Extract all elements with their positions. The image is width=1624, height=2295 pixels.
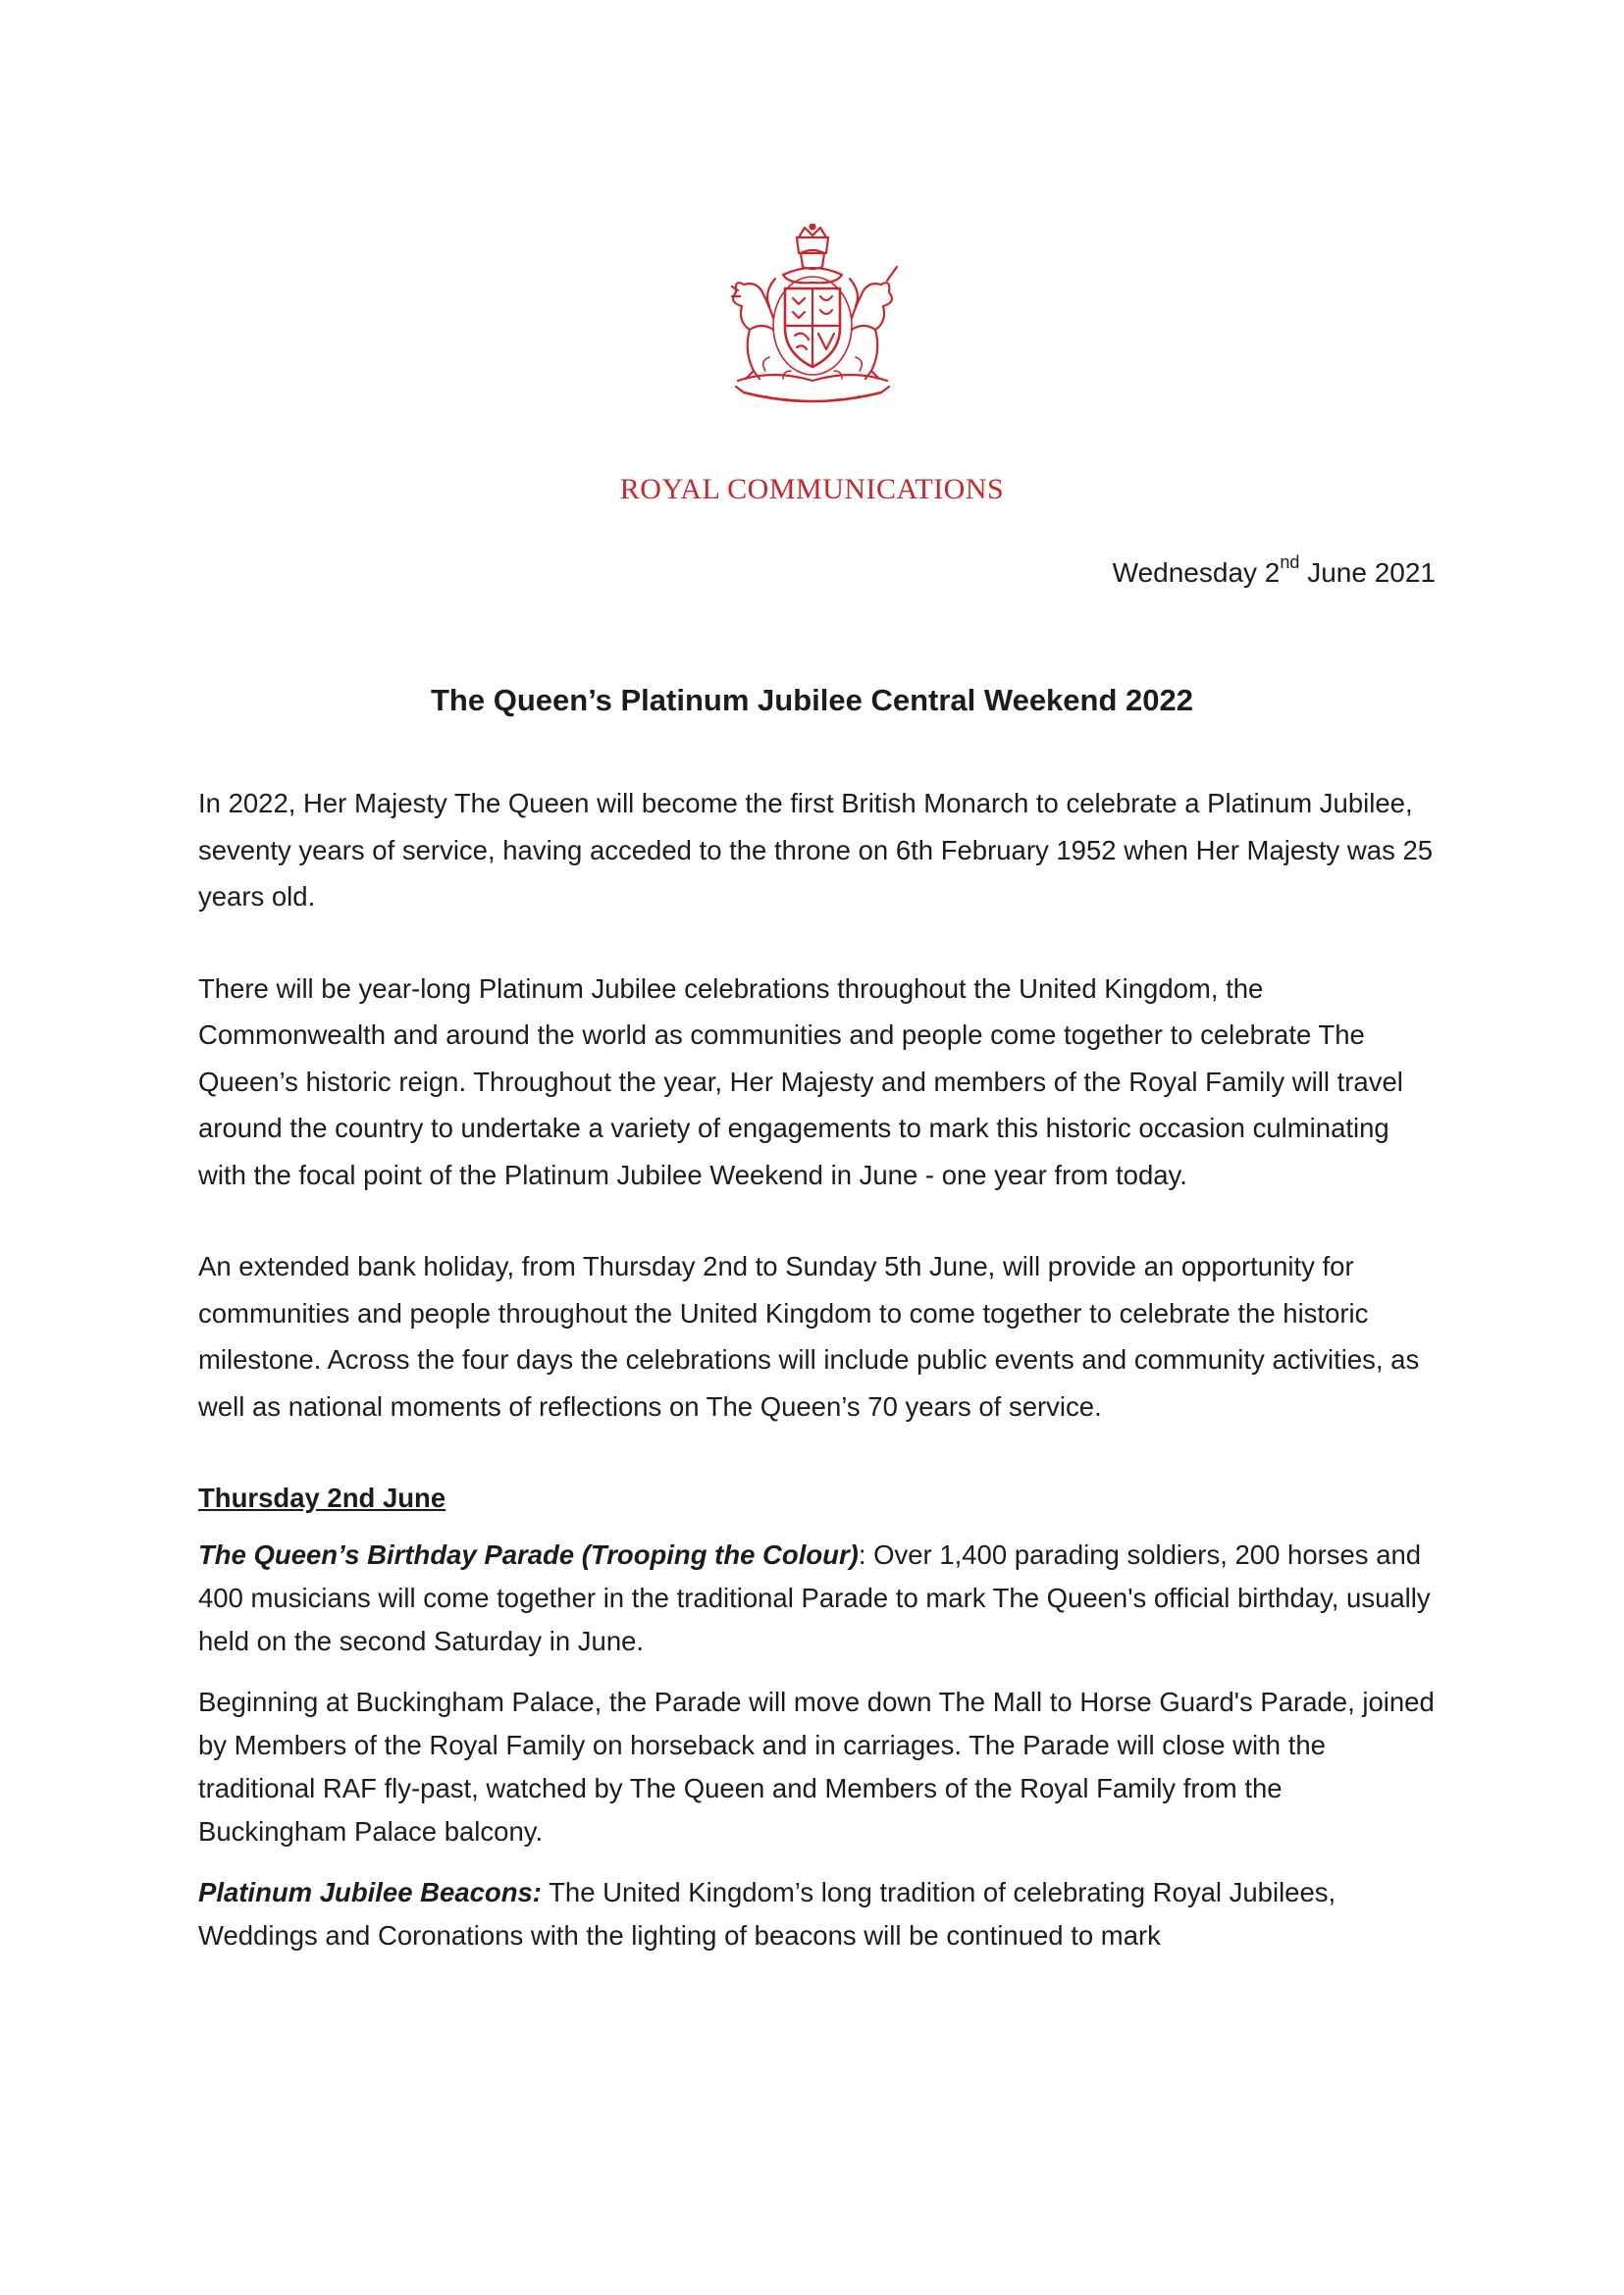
royal-coat-of-arms-icon (714, 224, 911, 420)
date-prefix: Wednesday 2 (1112, 557, 1281, 588)
document-title: The Queen’s Platinum Jubilee Central Weekend 2022 (431, 683, 1193, 717)
organisation-name: ROYAL COMMUNICATIONS (619, 473, 1005, 505)
event-description: : Over 1,400 parading soldiers, 200 horses and 400 musicians will come together in the traditional Parade to mark The Queen's official birthday, usually held on the second Saturday in June. (198, 1539, 1431, 1656)
event-beacons (198, 1871, 1437, 1957)
date-ordinal: nd (1280, 551, 1300, 572)
date-suffix: June 2021 (1299, 557, 1436, 588)
event-title: The Queen’s Birthday Parade (Trooping the Colour) (198, 1539, 859, 1570)
document-body (198, 780, 1437, 1975)
event-title: Platinum Jubilee Beacons: (198, 1876, 542, 1907)
parade-route-paragraph: Beginning at Buckingham Palace, the Parade will move down The Mall to Horse Guard's Parade, joined by Members of the Royal Family on horseback and in carriages. The Parade will close with the traditional RAF fly-past, watched by The Queen and Members of the Royal Family from the Buckingham Palace balcony. (198, 1686, 1435, 1847)
paragraph-intro: In 2022, Her Majesty The Queen will become the first British Monarch to celebrate a Platinum Jubilee, seventy years of service, having acceded to the throne on 6th February 1952 when Her Majesty was 25 years old. (198, 788, 1434, 912)
section-heading-thursday: Thursday 2nd June (198, 1483, 446, 1513)
document-date (1112, 551, 1436, 591)
paragraph-bank-holiday: An extended bank holiday, from Thursday 2nd to Sunday 5th June, will provide an opportunity for communities and people throughout the United Kingdom to come together to celebrate the historic milestone. Across the four days the celebrations will include public events and community activities, as well as national moments of reflections on The Queen’s 70 years of service. (198, 1251, 1420, 1422)
event-birthday-parade (198, 1534, 1437, 1663)
event-description: The United Kingdom’s long tradition of celebrating Royal Jubilees, Weddings and Coronations with the lighting of beacons will be continued to mark (198, 1876, 1336, 1951)
paragraph-celebrations: There will be year-long Platinum Jubilee celebrations throughout the United Kingdom, the Commonwealth and around the world as communities and people come together to celebrate The Queen’s historic reign. Throughout the year, Her Majesty and members of the Royal Family will travel around the country to undertake a variety of engagements to mark this historic occasion culminating with the focal point of the Platinum Jubilee Weekend in June - one year from today. (198, 972, 1403, 1190)
